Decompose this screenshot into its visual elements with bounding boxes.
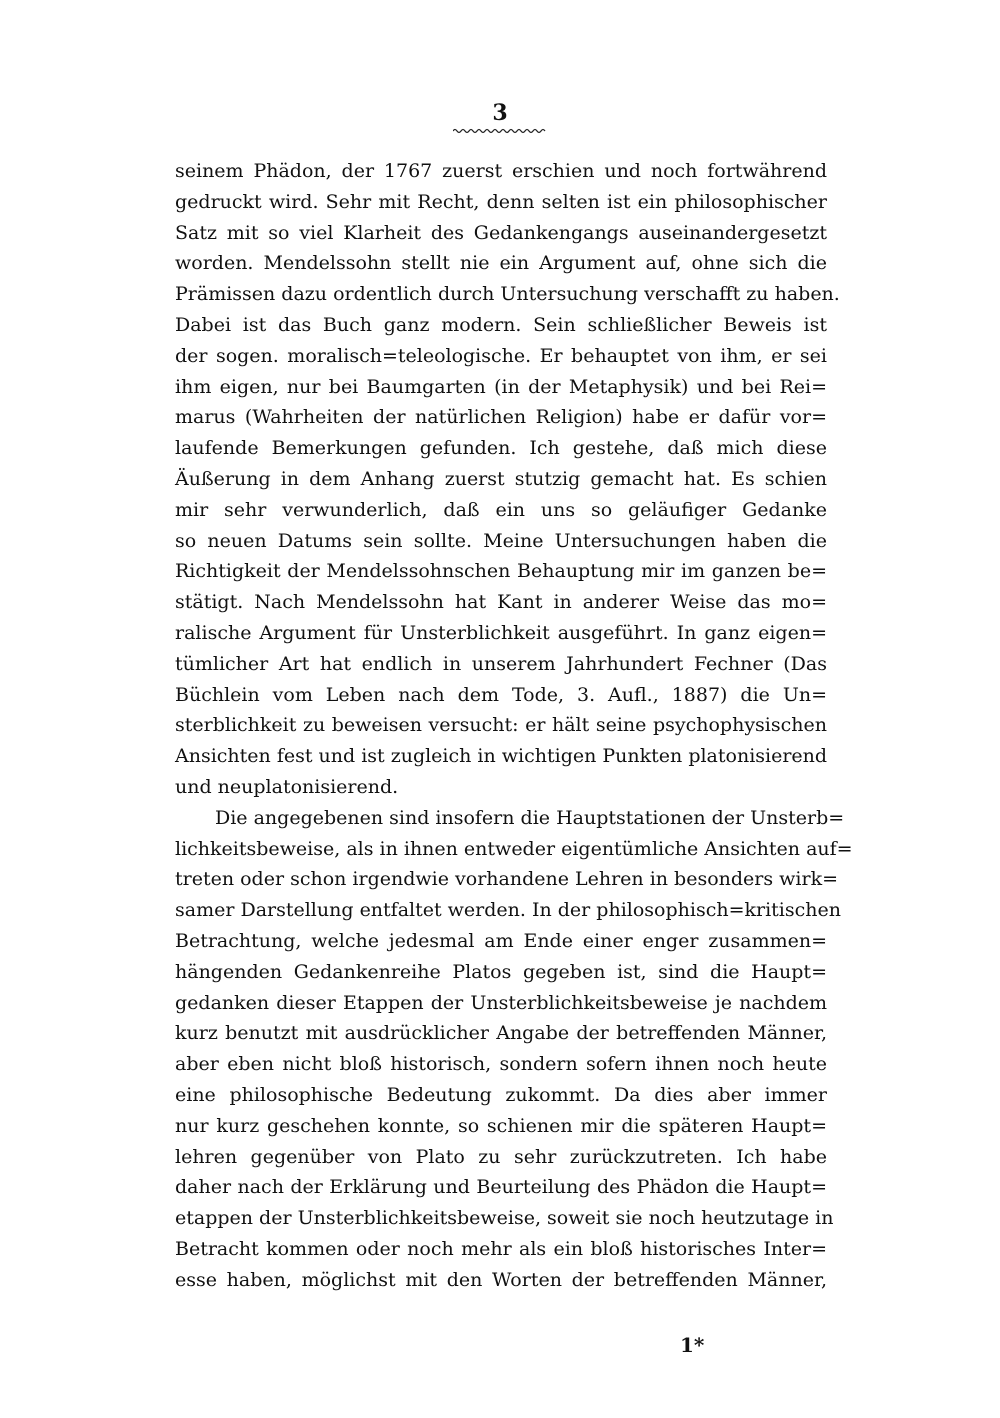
text-line: Die angegebenen sind insofern die Hauptstationen der Unsterb=: [215, 806, 845, 829]
text-line: Ansichten fest und ist zugleich in wichtigen Punkten platonisierend: [175, 745, 828, 768]
text-line: lichkeitsbeweise, als in ihnen entweder eigentümliche Ansichten auf=: [175, 837, 853, 860]
text-line: und neuplatonisierend.: [175, 775, 399, 798]
text-line: daher nach der Erklärung und Beurteilung des Phädon die Haupt=: [175, 1176, 827, 1199]
text-line: seinem Phädon, der 1767 zuerst erschien und noch fortwährend: [175, 160, 827, 182]
text-line: etappen der Unsterblichkeitsbeweise, soweit sie noch heutzutage in: [175, 1207, 834, 1230]
body-text: [175, 156, 853, 1295]
signature-mark: 1*: [680, 1333, 705, 1357]
text-line: samer Darstellung entfaltet werden. In der philosophisch=kritischen: [175, 899, 841, 922]
text-line: esse haben, möglichst mit den Worten der betreffenden Männer,: [175, 1268, 827, 1291]
text-line: laufende Bemerkungen gefunden. Ich gestehe, daß mich diese: [175, 437, 827, 460]
text-line: Dabei ist das Buch ganz modern. Sein schließlicher Beweis ist: [175, 313, 827, 336]
text-line: der sogen. moralisch=teleologische. Er behauptet von ihm, er sei: [175, 344, 827, 367]
text-line: Richtigkeit der Mendelssohnschen Behauptung mir im ganzen be=: [175, 560, 827, 583]
text-line: Betrachtung, welche jedesmal am Ende einer enger zusammen=: [175, 929, 827, 952]
text-line: Äußerung in dem Anhang zuerst stutzig gemacht hat. Es schien: [175, 467, 827, 490]
text-line: aber eben nicht bloß historisch, sondern sofern ihnen noch heute: [175, 1053, 827, 1076]
text-line: hängenden Gedankenreihe Platos gegeben ist, sind die Haupt=: [175, 960, 827, 983]
text-line: gedanken dieser Etappen der Unsterblichkeitsbeweise je nachdem: [175, 991, 827, 1014]
text-line: ralische Argument für Unsterblichkeit ausgeführt. In ganz eigen=: [175, 621, 827, 644]
text-line: so neuen Datums sein sollte. Meine Untersuchungen haben die: [175, 529, 827, 552]
text-line: sterblichkeit zu beweisen versucht: er hält seine psychophysischen: [175, 714, 827, 737]
text-line: lehren gegenüber von Plato zu sehr zurückzutreten. Ich habe: [175, 1145, 827, 1168]
text-line: ihm eigen, nur bei Baumgarten (in der Metaphysik) und bei Rei=: [175, 375, 827, 398]
text-line: gedruckt wird. Sehr mit Recht, denn selten ist ein philosophischer: [175, 190, 827, 213]
text-line: Prämissen dazu ordentlich durch Untersuchung verschafft zu haben.: [175, 283, 840, 306]
page-number: 3: [492, 100, 508, 126]
text-line: marus (Wahrheiten der natürlichen Religion) habe er dafür vor=: [175, 406, 827, 429]
text-line: Büchlein vom Leben nach dem Tode, 3. Aufl., 1887) die Un=: [175, 683, 827, 706]
text-line: stätigt. Nach Mendelssohn hat Kant in anderer Weise das mo=: [175, 591, 827, 614]
text-line: treten oder schon irgendwie vorhandene Lehren in besonders wirk=: [175, 868, 839, 891]
wavy-rule-ornament: [453, 128, 547, 134]
text-line: mir sehr verwunderlich, daß ein uns so geläufiger Gedanke: [175, 498, 827, 521]
text-line: worden. Mendelssohn stellt nie ein Argument auf, ohne sich die: [175, 252, 827, 275]
text-line: eine philosophische Bedeutung zukommt. Da dies aber immer: [175, 1083, 827, 1106]
text-line: kurz benutzt mit ausdrücklicher Angabe der betreffenden Männer,: [175, 1022, 827, 1045]
text-line: nur kurz geschehen konnte, so schienen mir die späteren Haupt=: [175, 1114, 827, 1137]
text-line: Betracht kommen oder noch mehr als ein bloß historisches Inter=: [175, 1237, 827, 1260]
text-line: Satz mit so viel Klarheit des Gedankengangs auseinandergesetzt: [175, 221, 827, 244]
text-line: tümlicher Art hat endlich in unserem Jahrhundert Fechner (Das: [175, 652, 827, 675]
